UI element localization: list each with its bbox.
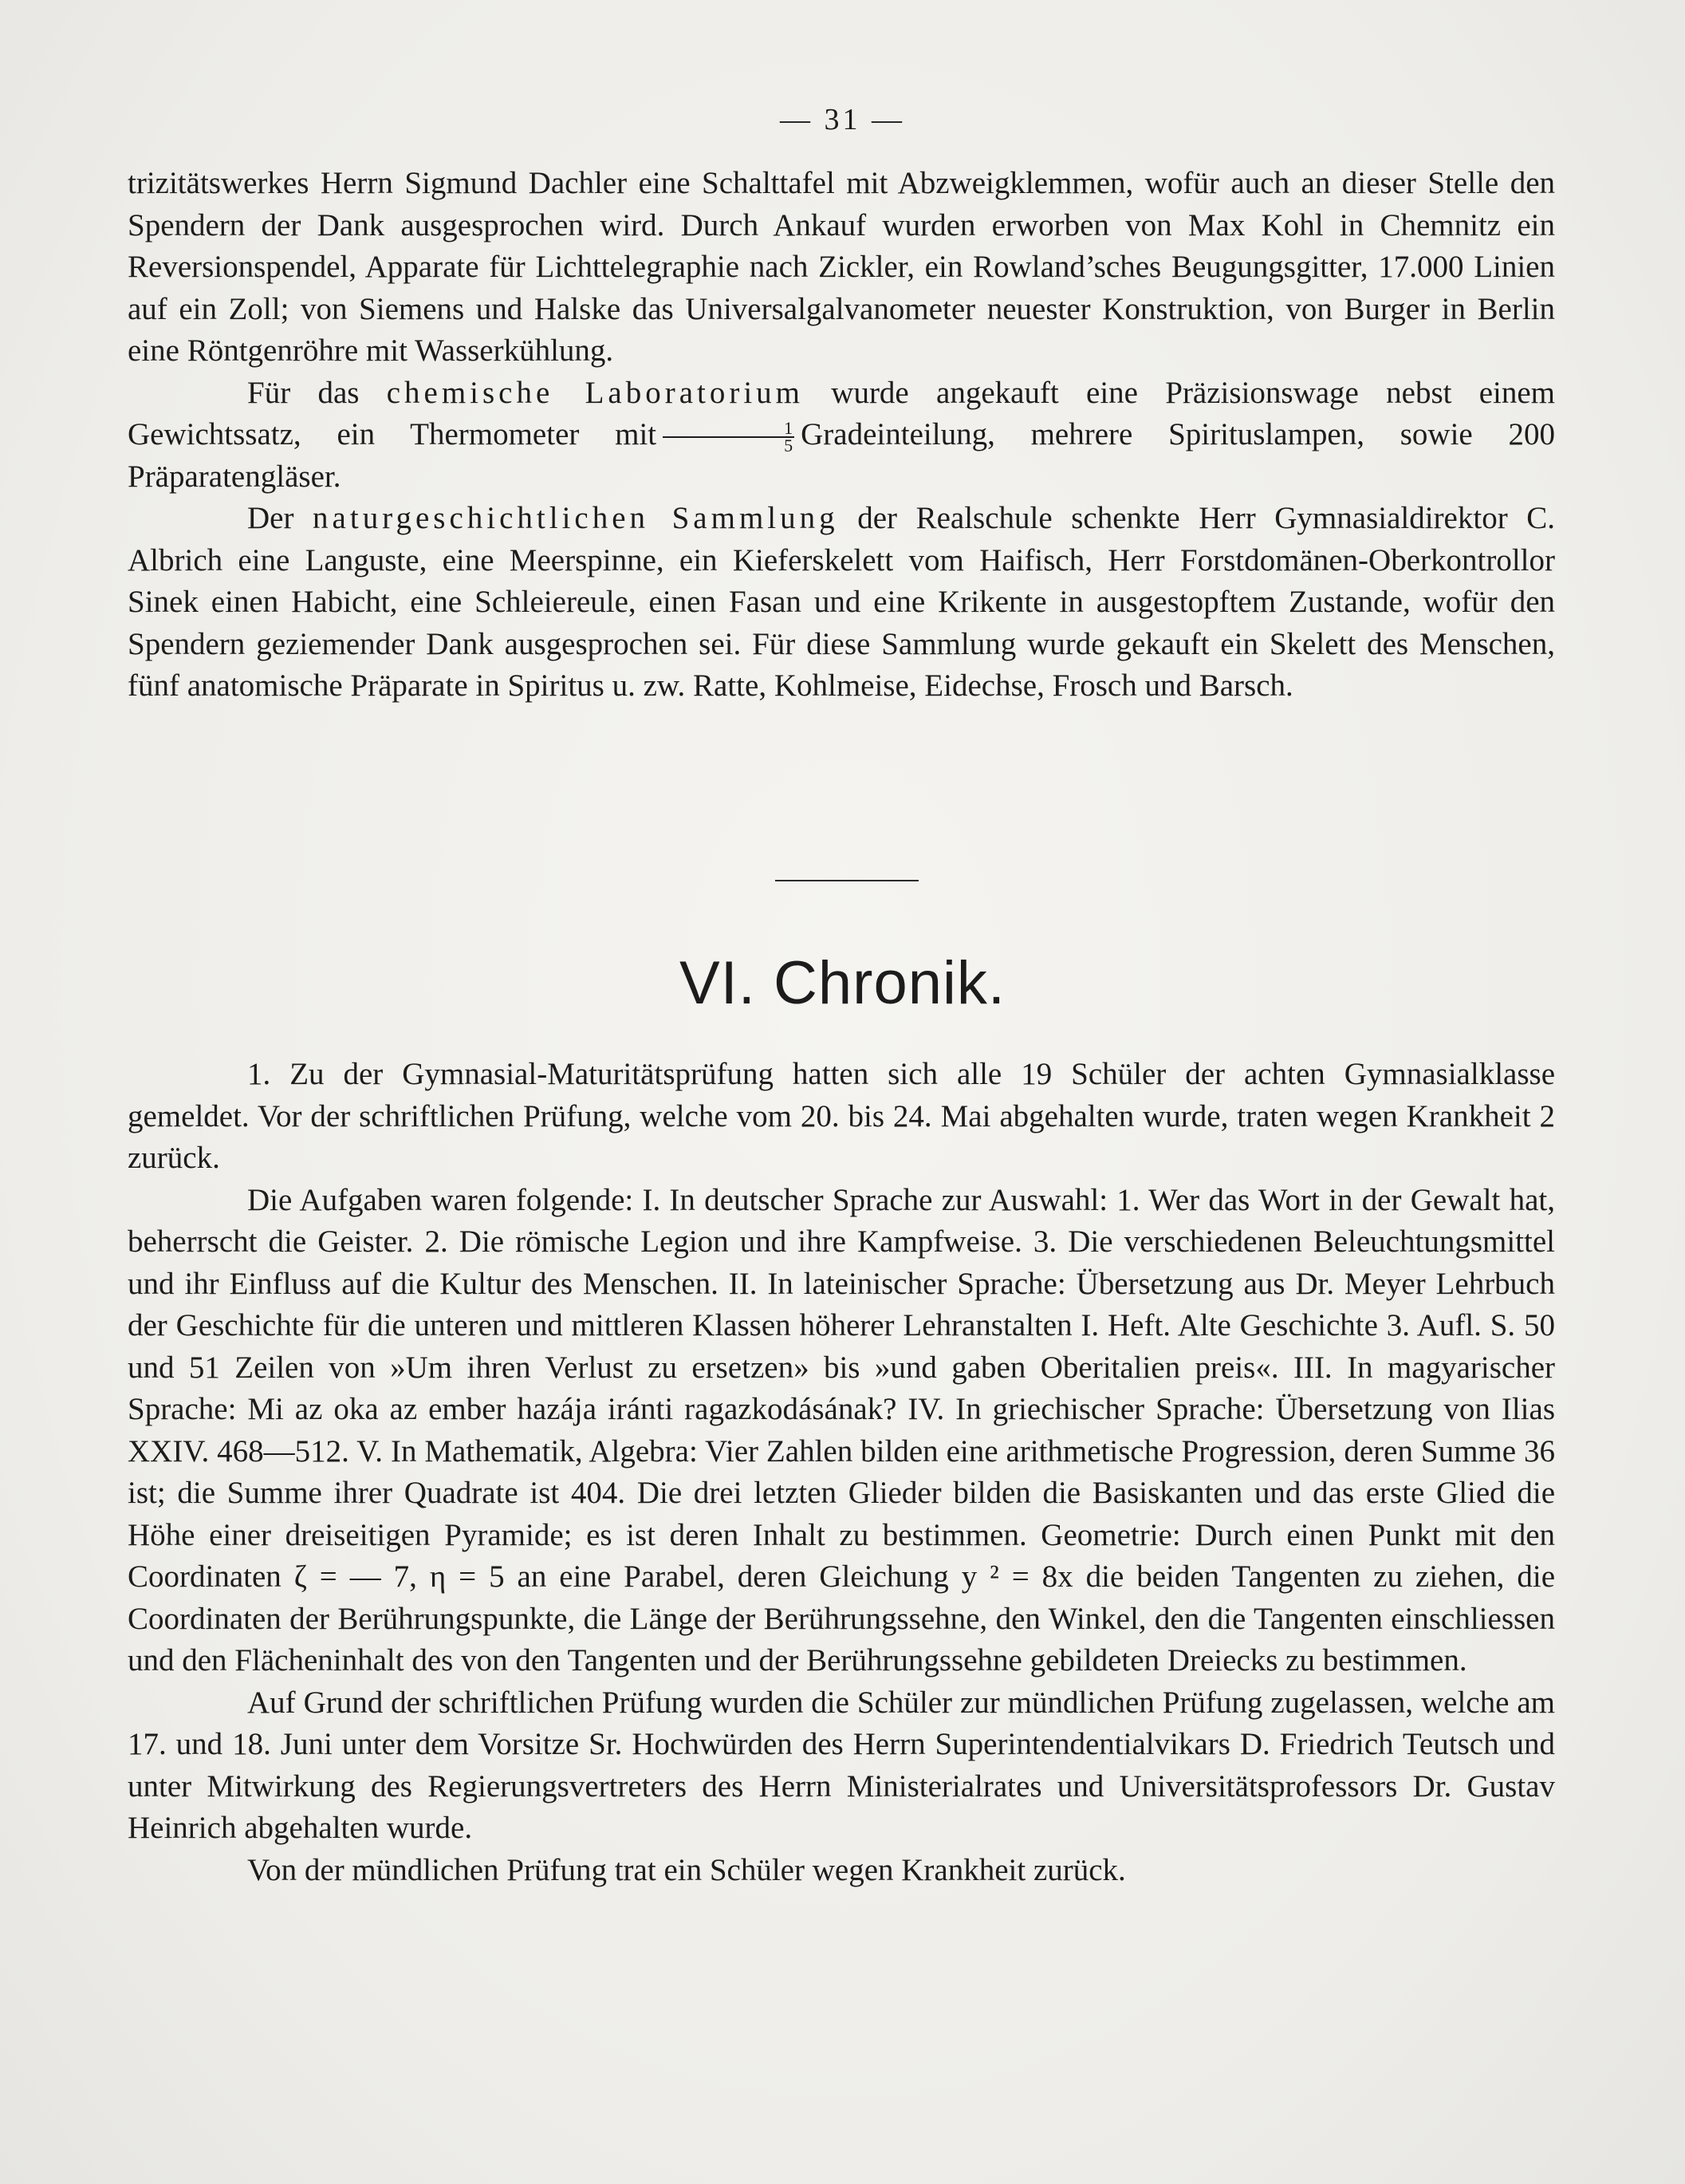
chronik-paragraph-2: Die Aufgaben waren folgende: I. In deutscher Sprache zur Auswahl: 1. Wer das Wort in der Gewalt hat, beherrscht die Geister. 2. Die römische Legion und ihre Kampfweise. 3. Die verschiedenen Beleuchtungsmittel und ihr Einfluss auf die Kultur des Menschen. II. In lateinischer Sprache: Übersetzung aus Dr. Meyer Lehrbuch der Geschichte für die unteren und mittleren Klassen höherer Lehranstalten I. Heft. Alte Geschichte 3. Aufl. S. 50 und 51 Zeilen von »Um ihren Verlust zu ersetzen» bis »und gaben Oberitalien preis«. III. In magyarischer Sprache: Mi az oka az ember hazája iránti ragazkodásának? IV. In griechischer Sprache: Übersetzung von Ilias XXIV. 468—512. V. In Mathematik, Algebra: Vier Zahlen bilden eine arithmetische Progression, deren Summe 36 ist; die Summe ihrer Quadrate ist 404. Die drei letzten Glieder bilden die Basiskanten und das erste Glied die Höhe einer dreiseitigen Pyramide; es ist deren Inhalt zu bestimmen. Geometrie: Durch einen Punkt mit den Coordinaten ζ = — 7, η = 5 an eine Parabel, deren Gleichung y ² = 8x die beiden Tangenten zu ziehen, die Coordinaten der Berührungspunkte, die Länge der Berührungssehne, den Winkel, den die Tangenten einschliessen und den Flächeninhalt des von den Tangenten und der Berührungssehne gebildeten Dreiecks zu bestimmen. xyxy=(128,1182,1555,1677)
page-number: — 31 — xyxy=(780,103,905,136)
natural-history-paragraph xyxy=(128,498,1555,708)
fraction-numerator: 1 xyxy=(663,420,794,438)
chronik-paragraph-1: 1. Zu der Gymnasial-Maturitätsprüfung hatten sich alle 19 Schüler der achten Gymnasialklasse gemeldet. Vor der schriftlichen Prüfung, welche vom 20. bis 24. Mai abgehalten wurde, traten wegen Krankheit 2 zurück. xyxy=(128,1057,1555,1175)
fraction xyxy=(663,420,794,454)
chronik-paragraph-3: Auf Grund der schriftlichen Prüfung wurden die Schüler zur mündlichen Prüfung zugelassen, welche am 17. und 18. Juni unter dem Vorsitze Sr. Hochwürden des Herrn Superintendentialvikars D. Friedrich Teutsch und unter Mitwirkung des Regierungsvertreters des Herrn Ministerialrates und Universitätsprofessors Dr. Gustav Heinrich abgehalten wurde. xyxy=(128,1685,1555,1845)
chem-mid: wurde angekauft eine Präzisionswage nebst einem Gewichtssatz, ein Thermometer mit xyxy=(128,375,1556,451)
nat-pre: Der xyxy=(247,501,294,535)
nat-post: der Realschule schenkte Herr Gymnasialdirektor C. Albrich eine Languste, eine Meerspinne, ein Kieferskelett vom Haifisch, Herr Forstdomänen-Oberkontrollor Sinek einen Habicht, eine Schleiereule, einen Fasan und eine Krikente in ausgestopftem Zustande, wofür den Spendern geziemender Dank ausgesprochen sei. Für diese Sammlung wurde gekauft ein Skelett des Menschen, fünf anatomische Präparate in Spiritus u. zw. Ratte, Kohlmeise, Eidechse, Frosch und Barsch. xyxy=(128,501,1556,703)
nat-collection-term: naturgeschichtlichen Sammlung xyxy=(313,501,839,535)
physics-paragraph: trizitätswerkes Herrn Sigmund Dachler eine Schalttafel mit Abzweigklemmen, wofür auch an dieser Stelle den Spendern der Dank ausgesprochen wird. Durch Ankauf wurden erworben von Max Kohl in Chemnitz ein Reversionspendel, Apparate für Lichttelegraphie nach Zickler, ein Rowland’sches Beugungsgitter, 17.000 Linien auf ein Zoll; von Siemens und Halske das Universalgalvanometer neuester Konstruktion, von Burger in Berlin eine Röntgenröhre mit Wasserkühlung. xyxy=(128,166,1555,368)
separator-rule xyxy=(775,880,919,881)
chronik-paragraph-4: Von der mündlichen Prüfung trat ein Schüler wegen Krankheit zurück. xyxy=(247,1852,1126,1887)
chemistry-paragraph xyxy=(128,373,1555,499)
section-heading: VI. Chronik. xyxy=(679,949,1006,1017)
chem-pre: Für das xyxy=(247,375,360,410)
chem-lab-term: chemische Laboratorium xyxy=(386,375,804,410)
fraction-denominator: 5 xyxy=(784,436,793,456)
chem-post: Gradeinteilung, mehrere Spirituslampen, sowie 200 Präparatengläser. xyxy=(128,417,1555,494)
chronik-section xyxy=(128,1054,1555,1891)
top-section xyxy=(128,163,1555,708)
